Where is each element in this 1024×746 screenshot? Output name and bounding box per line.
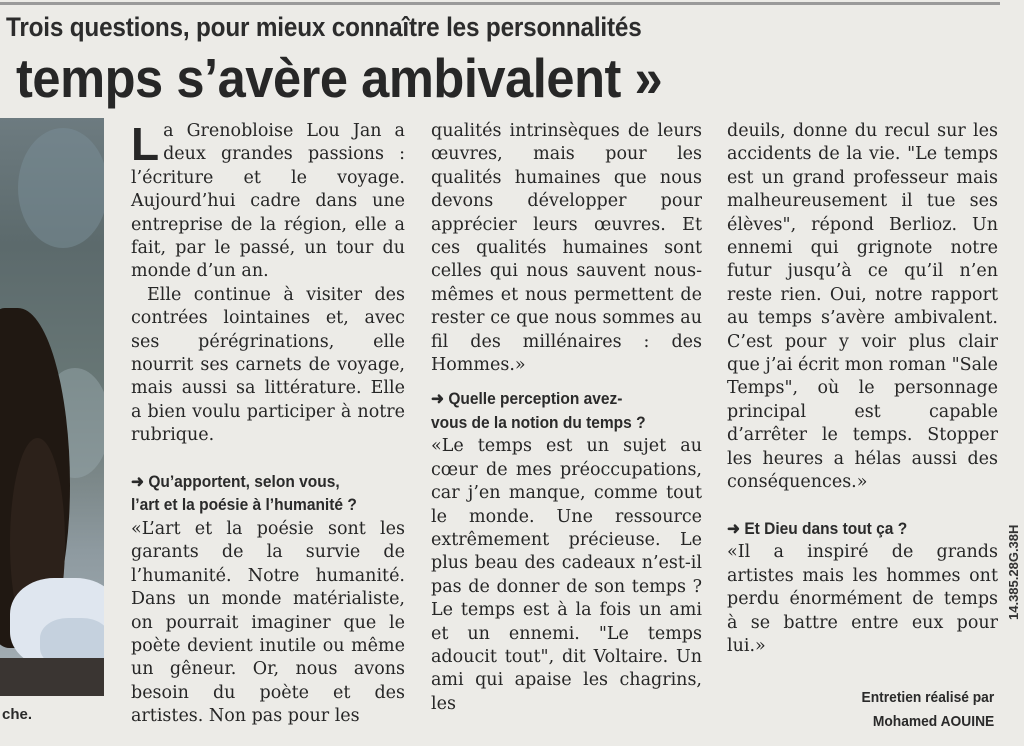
kicker: Trois questions, pour mieux connaître les personnalités	[6, 12, 642, 42]
answer-2: «Le temps est un sujet au cœur de mes préoccupations, car j’en manque, comme tout le monde. Une ressource extrêmement précieuse. Le plus beau des cadeaux n’est-il pas de donner de son temps ? Le temps est à la fois un ami et un ennemi. "Le temps adoucit tout", dit Voltaire. Un ami qui apaise les chagrins, les	[431, 436, 702, 714]
photo-caption: che.	[2, 706, 33, 723]
question-2-line-2: vous de la notion du temps ?	[431, 413, 646, 432]
question-1-line-2: l’art et la poésie à l’humanité ?	[131, 496, 357, 515]
portrait-photo	[0, 118, 104, 696]
column-3	[727, 120, 998, 658]
byline-label: Entretien réalisé par	[861, 689, 994, 706]
byline-author: Mohamed AOUINE	[872, 713, 994, 730]
column-2	[431, 120, 702, 716]
question-1: ➜ Qu’apportent, selon vous,	[131, 473, 340, 492]
headline: temps s’avère ambivalent »	[16, 47, 663, 109]
question-2: ➜ Quelle perception avez-	[431, 390, 623, 409]
question-3: ➜ Et Dieu dans tout ça ?	[727, 519, 908, 538]
answer-1-continued: qualités intrinsèques de leurs œuvres, mais pour les qualités humaines que nous devons développer pour apprécier leurs œuvres. Et ces qualités humaines sont celles qui nous sauvent nous-mêmes et nous permettent de rester ce que nous sommes au fil des millénaires : des Hommes.»	[431, 121, 702, 376]
column-1	[131, 120, 405, 729]
answer-2-continued: deuils, donne du recul sur les accidents de la vie. "Le temps est un grand professeur mais malheureusement il tue ses élèves", répond Berlioz. Un ennemi qui grignote notre futur jusqu’à ce qu’il n’en reste rien. Oui, notre rapport au temps s’avère ambivalent. C’est pour y voir plus clair que j’ai écrit mon roman "Sale Temps", où le personnage principal est capable d’arrêter le temps. Stopper les heures a hélas aussi des conséquences.»	[727, 121, 998, 493]
side-code: 14.385.28G.38H	[1006, 524, 1021, 620]
bio-paragraph: Elle continue à visiter des contrées lointaines et, avec ses pérégrinations, elle nourrit ses carnets de voyage, mais aussi sa littérature. Elle a bien voulu participer à notre rubrique.	[131, 284, 405, 446]
arrow-right-icon: ➜	[431, 390, 444, 409]
top-rule	[0, 2, 1000, 5]
answer-3: «Il a inspiré de grands artistes mais les hommes ont perdu énormément de temps à se battre entre eux pour lui.»	[727, 542, 998, 656]
answer-1: «L’art et la poésie sont les garants de la survie de l’humanité. Notre humanité. Dans un monde matérialiste, on pourrait imaginer que le poète devient inutile ou même un gêneur. Or, nous avons besoin du poète et des artistes. Non pas pour les	[131, 518, 405, 727]
arrow-right-icon: ➜	[727, 519, 740, 538]
byline	[861, 686, 994, 734]
intro-paragraph: La Grenobloise Lou Jan a deux grandes passions : l’écriture et le voyage. Aujourd’hui cadre dans une entreprise de la région, elle a fait, par le passé, un tour du monde d’un an.	[131, 118, 405, 282]
arrow-right-icon: ➜	[131, 473, 144, 492]
drop-cap: L	[131, 118, 160, 170]
